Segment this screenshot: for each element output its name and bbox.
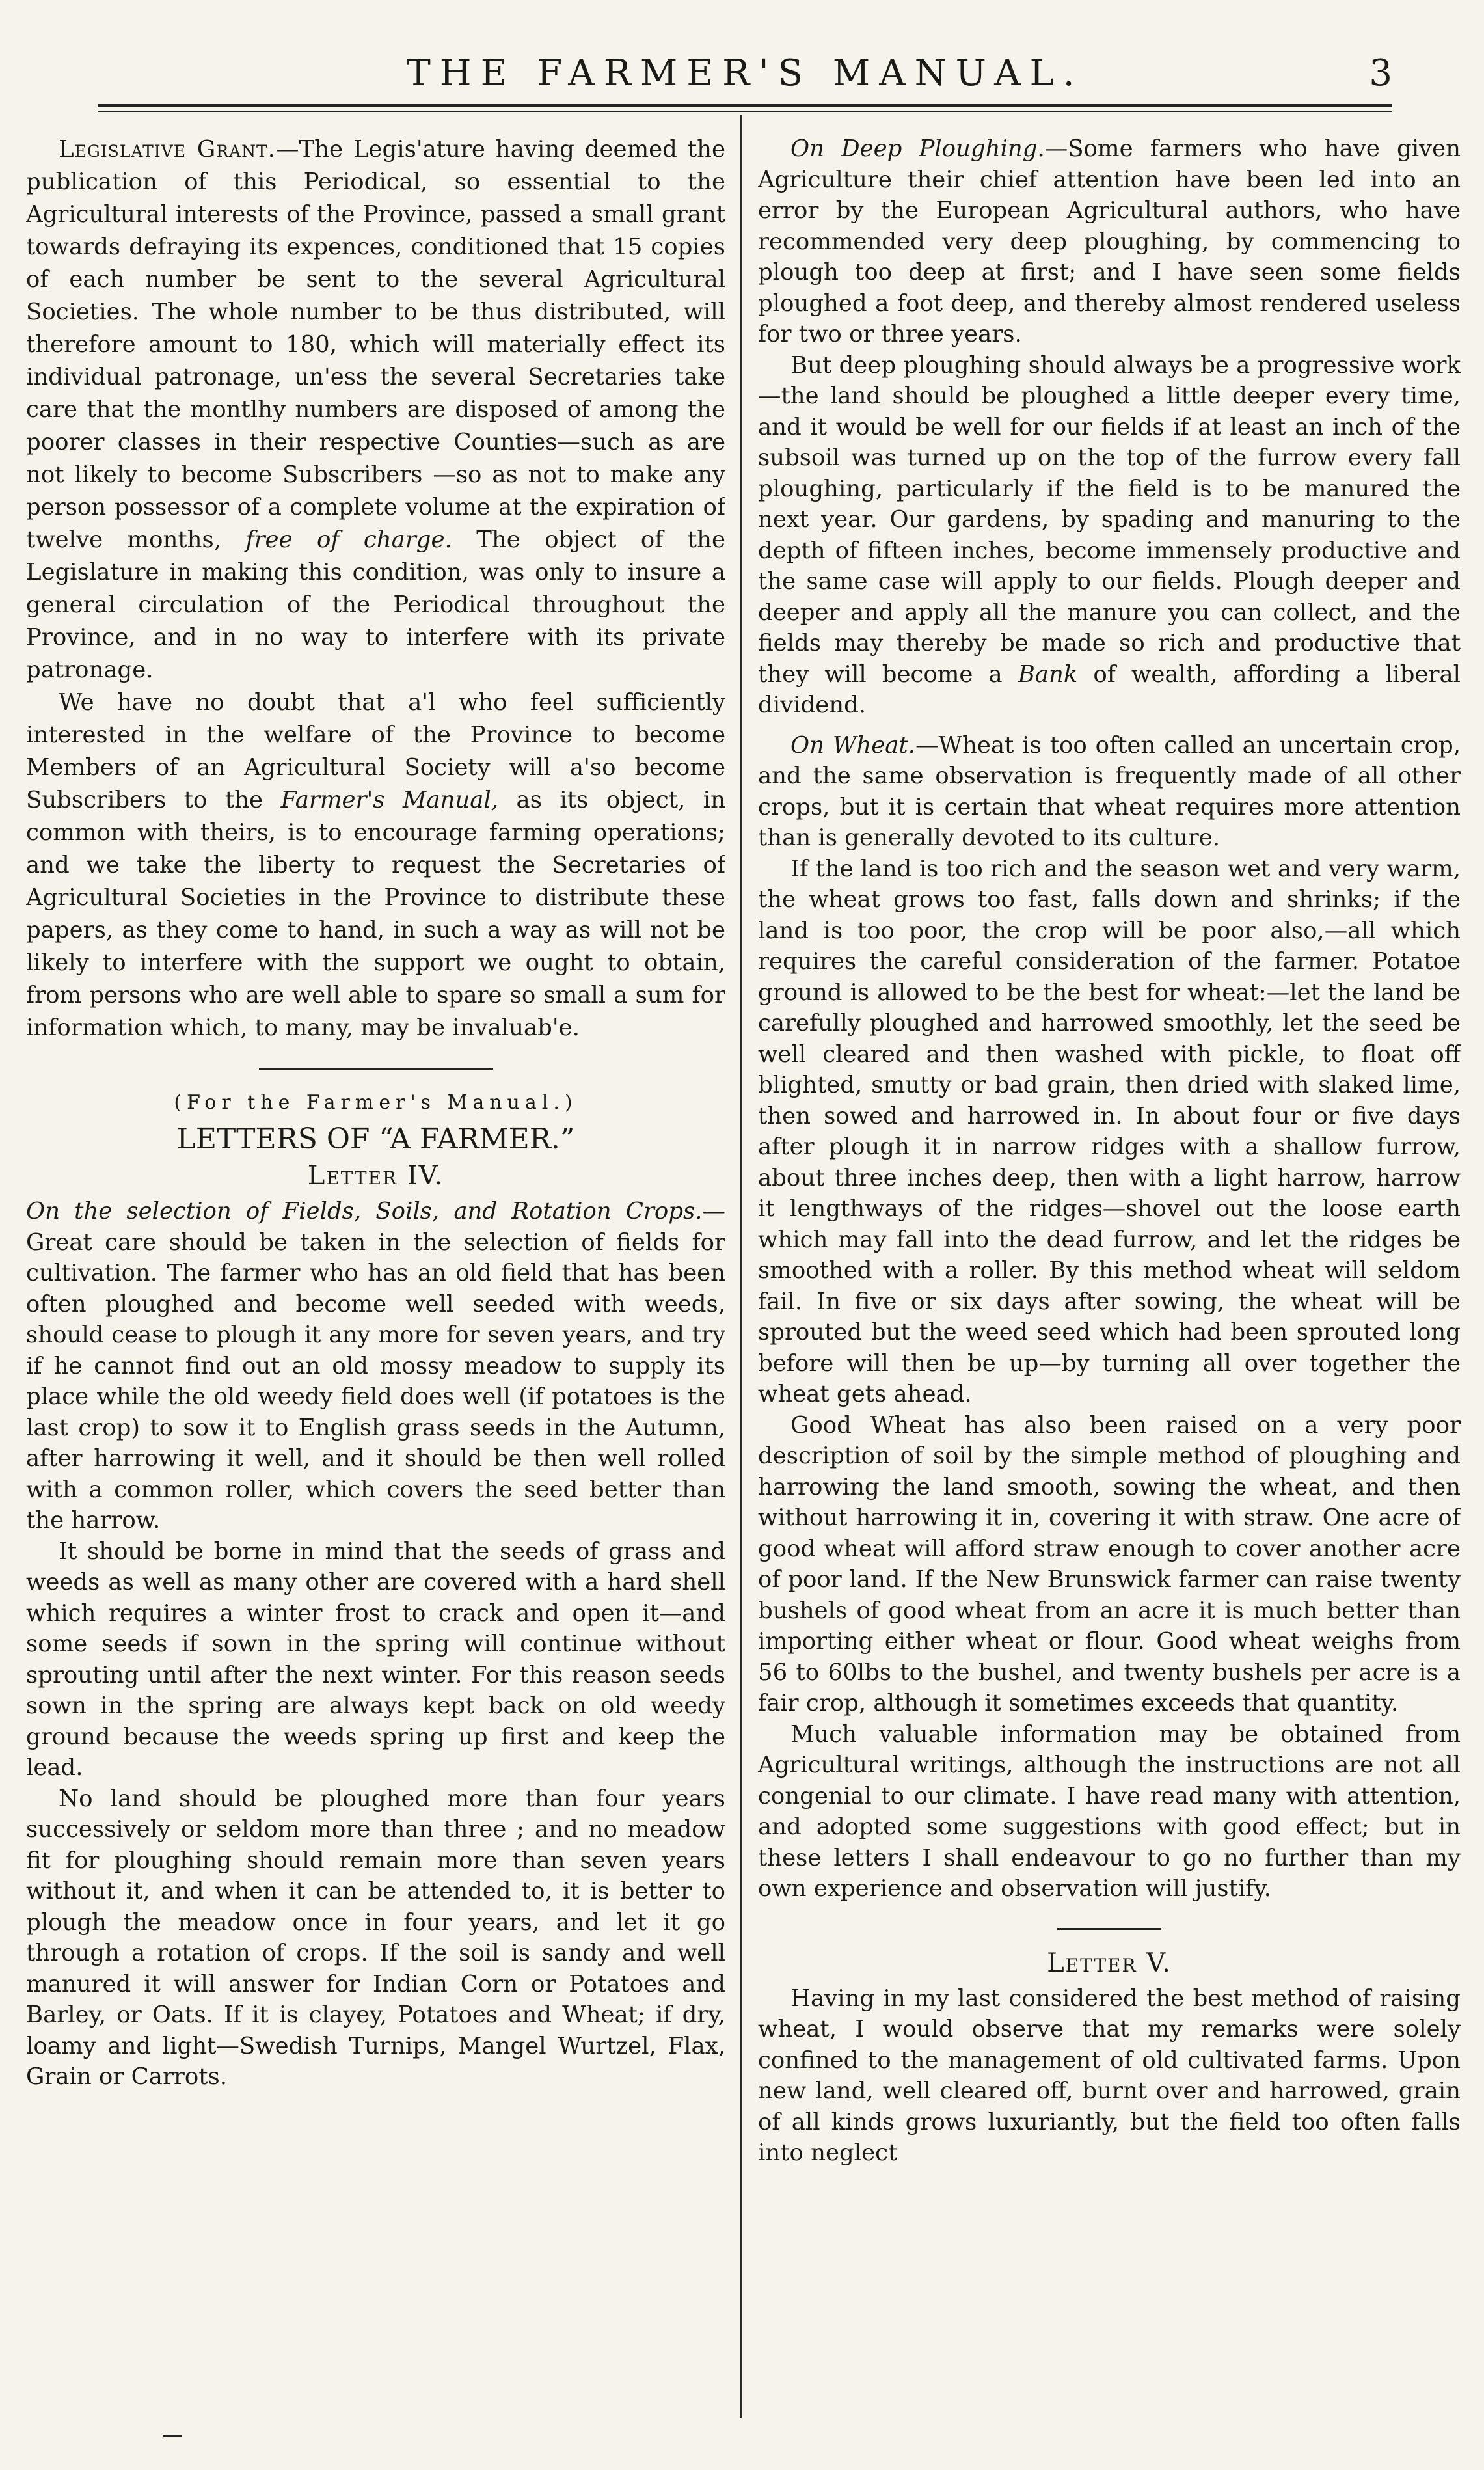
right-column <box>758 133 1461 2437</box>
paragraph: Much valuable information may be obtained from Agricultural writings, although the instructions are not all congenial to our climate. I have read many with attention, and adopted some suggestions with good effect; but in these letters I shall endeavour to go no further than my own experience and observation will justify. <box>758 1720 1461 1902</box>
wheat-paragraph: On Wheat.—Wheat is too often called an uncertain crop, and the same observation is frequently made of all other crops, but it is certain that wheat requires more attention than is generally devoted to its culture. <box>758 731 1461 851</box>
paragraph: It should be borne in mind that the seeds of grass and weeds as well as many other are covered with a hard shell which requires a winter frost to crack and open it—and some seeds if sown in the spring will continue without sprouting until after the next winter. For this reason seeds sown in the spring are always kept back on old weedy ground because the weeds spring up first and keep the lead. <box>26 1538 725 1781</box>
page-number: 3 <box>1369 52 1392 94</box>
left-column <box>26 133 725 2437</box>
selection-paragraph: On the selection of Fields, Soils, and Rotation Crops.—Great care should be taken in the selection of fields for cultivation. The farmer who has an old field that has been often ploughed and become well seeded with weeds, should cease to plough it any more for seven years, and try if he cannot find out an old mossy meadow to supply its place while the old weedy field does well (if potatoes is the last crop) to sow it to English grass seeds in the Autumn, after harrowing it well, and it should be then well rolled with a common roller, which covers the seed better than the harrow. <box>26 1198 725 1534</box>
deep-ploughing-paragraph: On Deep Ploughing.—Some farmers who have given Agriculture their chief attention have been led into an error by the European Agricultural authors, who have recommended very deep ploughing, by commencing to plough too deep at first; and I have seen some fields ploughed a foot deep, and thereby almost rendered useless for two or three years. <box>758 135 1461 347</box>
spacer <box>758 721 1461 730</box>
column-divider <box>740 115 742 2418</box>
letter-v-paragraph: Having in my last considered the best method of raising wheat, I would observe that my remarks were solely confined to the management of old cultivated farms. Upon new land, well cleared off, burnt over and harrowed, grain of all kinds grows luxuriantly, but the field too often falls into neglect <box>758 1985 1461 2166</box>
page-header <box>98 46 1392 104</box>
footer-mark <box>163 2435 182 2437</box>
legislative-grant-paragraph: Legislative Grant.—The Legis'ature having deemed the publication of this Periodical, so essential to the Agricultural interests of the Province, passed a small grant towards defraying its expences, conditioned that 15 copies of each number be sent to the several Agricultural Societies. The whole number to be thus distributed, will therefore amount to 180, which will materially effect its individual patronage, un'ess the several Secretaries take care that the montlhy numbers are disposed of among the poorer classes in their respective Counties—such as are not likely to become Subscribers —so as not to make any person possessor of a complete volume at the expiration of twelve months, free of charge. The object of the Legislature in making this condition, was only to insure a general circulation of the Periodical throughout the Province, and in no way to interfere with its private patronage. <box>26 136 725 683</box>
letter-iv-body <box>26 1196 725 2093</box>
paragraph: No land should be ploughed more than four years successively or seldom more than three ; and no meadow fit for ploughing should remain more than seven years without it, and when it can be attended to, it is better to plough the meadow once in four years, and let it go through a rotation of crops. If the soil is sandy and well manured it will answer for Indian Corn or Potatoes and Barley, or Oats. If it is clayey, Potatoes and Wheat; if dry, loamy and light—Swedish Turnips, Mangel Wurtzel, Flax, Grain or Carrots. <box>26 1785 725 2090</box>
section-title: LETTERS OF “A FARMER.” <box>176 1122 575 1156</box>
section-divider <box>259 1068 493 1070</box>
header-rule-thick <box>98 104 1392 107</box>
header-rule-thin <box>98 111 1392 112</box>
legislative-grant-lead: Legislative Grant. <box>59 136 276 163</box>
section-divider <box>1057 1928 1161 1930</box>
credit-line: (For the Farmer's Manual.) <box>174 1091 578 1114</box>
subscribers-paragraph: We have no doubt that a'l who feel sufficiently interested in the welfare of the Province to become Members of an Agricultural Society will a'so become Subscribers to the Farmer's Manual, as its object, in common with theirs, is to encourage farming operations; and we take the liberty to request the Secretaries of Agricultural Societies in the Province to distribute these papers, as they come to hand, in such a way as will not be likely to interfere with the support we ought to obtain, from persons who are well able to spare so small a sum for information which, to many, may be invaluab'e. <box>26 689 725 1041</box>
progressive-paragraph: But deep ploughing should always be a progressive work—the land should be ploughed a little deeper every time, and it would be well for our fields if at least an inch of the subsoil was turned up on the top of the furrow every fall ploughing, particularly if the field is to be manured the next year. Our gardens, by spading and manuring to the depth of fifteen inches, become immensely productive and the same case will apply to our fields. Plough deeper and deeper and apply all the manure you can collect, and the fields may thereby be made so rich and productive that they will become a Bank of wealth, affording a liberal dividend. <box>758 351 1461 718</box>
paragraph: Good Wheat has also been raised on a very poor description of soil by the simple method of ploughing and harrowing the land smooth, sowing the wheat, and then without harrowing it in, covering it with straw. One acre of good wheat will afford straw enough to cover another acre of poor land. If the New Brunswick farmer can raise twenty bushels of good wheat from an acre it is much better than importing either wheat or flour. Good wheat weighs from 56 to 60lbs to the bushel, and twenty bushels per acre is a fair crop, although it sometimes exceeds that quantity. <box>758 1411 1461 1717</box>
paragraph: If the land is too rich and the season wet and very warm, the wheat grows too fast, falls down and shrinks; if the land is too poor, the crop will be poor also,—all which requires the careful consideration of the farmer. Potatoe ground is allowed to be the best for wheat:—let the land be carefully ploughed and harrowed smoothly, let the seed be well cleared and then washed with pickle, to float off blighted, smutty or bad grain, then dried with slaked lime, then sowed and harrowed in. In about four or five days after plough it in narrow ridges with a shallow furrow, about three inches deep, then with a light harrow, harrow it lengthways of the ridges—shovel out the loose earth which may fall into the dead furrow, and let the ridges be smoothed with a roller. By this method wheat will seldom fail. In five or six days after sowing, the wheat will be sprouted but the weed seed which had been sprouted long before will then be up—by turning all over together the wheat gets ahead. <box>758 855 1461 1407</box>
letter-v-heading: Letter V. <box>1047 1948 1172 1978</box>
letter-iv-heading: Letter IV. <box>307 1161 444 1191</box>
running-title: THE FARMER'S MANUAL. <box>406 52 1084 94</box>
